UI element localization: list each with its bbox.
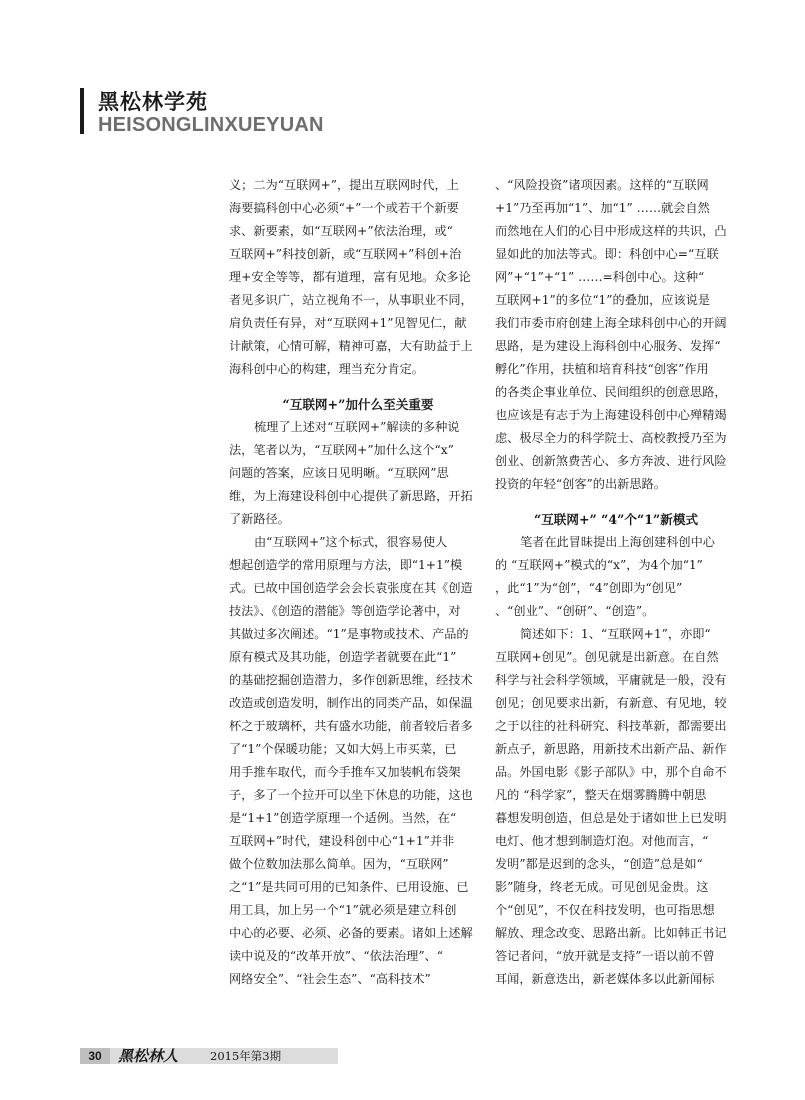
text-line: 思路，是为建设上海科创中心服务、发挥“ [495, 339, 721, 353]
text-line: 原有模式及其功能，创造学者就要在此“1” [229, 650, 457, 664]
text-line: 网络安全”、“社会生态”、“高科技术” [229, 972, 431, 986]
text-line: 创业、创新煞费苦心、多方奔波、进行风险 [495, 454, 727, 468]
text-line: 互联网+”时代，建设科创中心“1+1”并非 [229, 834, 455, 848]
text-line: 暮想发明创造，但总是处于诸如世上已发明 [495, 811, 727, 825]
text-line: 其做过多次阐述。“1”是事物或技术、产品的 [229, 627, 469, 641]
text-line: 新点子，新思路，用新技术出新产品、新作 [495, 742, 727, 756]
text-line: 的 “互联网+”模式的“x”，为4个加“1” [495, 558, 703, 572]
page-number: 30 [80, 1048, 110, 1064]
text-line: 品。外国电影《影子部队》中，那个自命不 [495, 765, 727, 779]
text-line: 海要搞科创中心必须“+”一个或若干个新要 [229, 201, 459, 215]
masthead-title-cn: 黑松林学苑 [98, 90, 208, 114]
magazine-logo: 黑松林人 [118, 1047, 179, 1065]
text-line: 之“1”是共同可用的已知条件、已用设施、已 [229, 880, 469, 894]
text-line: 肩负责任有异，对“互联网+1”见智见仁，献 [229, 316, 467, 330]
text-line: 、“风险投资”诸项因素。这样的“互联网 [495, 178, 709, 192]
text-line: 式。已故中国创造学会会长袁张度在其《创造 [229, 581, 473, 595]
text-line: 海科创中心的构建，理当充分肯定。 [229, 362, 424, 376]
text-line: 求、新要素，如“互联网+”依法治理，或“ [229, 224, 453, 238]
text-line: 创见；创见要求出新，有新意、有见地，较 [495, 696, 727, 710]
text-line: 了“1”个保暖功能；又如大妈上市买菜，已 [229, 742, 457, 756]
text-line: 个“创见”，不仅在科技发明，也可指思想 [495, 903, 715, 917]
section-heading: “互联网+”加什么至关重要 [282, 397, 434, 412]
text-line: 是“1+1”创造学原理一个适例。当然，在“ [229, 811, 457, 825]
text-line: 的基础挖掘创造潜力，多作创新思维，经技术 [229, 673, 473, 687]
text-line: 答记者问，“放开就是支持”一语以前不曾 [495, 949, 715, 963]
text-line: +1”乃至再加“1”、加“1” ……就会自然 [495, 201, 710, 215]
text-line: 而然地在人们的心目中形成这样的共识，凸 [495, 224, 727, 238]
text-line: 用手推车取代，而今手推车又加装帆布袋架 [229, 765, 461, 779]
text-line: 想起创造学的常用原理与方法，即“1+1”模 [229, 558, 463, 572]
text-line: 中心的必要、必须、必备的要素。诸如上述解 [229, 926, 473, 940]
text-line: 笔者在此冒昧提出上海创建科创中心 [520, 535, 715, 549]
left-column [229, 174, 487, 991]
text-line: 了新路径。 [229, 512, 290, 526]
text-line: 互联网+1”的多位“1”的叠加，应该说是 [495, 293, 711, 307]
text-line: 影”随身，终老无成。可见创见金贵。这 [495, 880, 709, 894]
text-line: 子，多了一个拉开可以坐下休息的功能，这也 [229, 788, 473, 802]
text-line: 投资的年轻“创客”的出新思路。 [495, 477, 666, 491]
issue-label: 2015年第3期 [210, 1049, 282, 1063]
text-line: 孵化”作用，扶植和培育科技“创客”作用 [495, 362, 709, 376]
text-line: 科学与社会科学领域，平庸就是一般，没有 [495, 673, 727, 687]
text-line: 问题的答案，应该日见明晰。“互联网”思 [229, 466, 449, 480]
text-line: 互联网+创见”。创见就是出新意。在自然 [495, 650, 719, 664]
text-line: 读中说及的“改革开放”、“依法治理”、“ [229, 949, 443, 963]
masthead-title-en: HEISONGLINXUEYUAN [98, 114, 324, 136]
text-line: 凡的 “科学家”，整天在烟雾腾腾中朝思 [495, 788, 707, 802]
page-footer [80, 1048, 338, 1064]
text-line: 义；二为“互联网+”，提出互联网时代，上 [229, 178, 459, 192]
text-line: 用工具，加上另一个“1”就必须是建立科创 [229, 903, 457, 917]
section-heading: “互联网+” “4”个“1”新模式 [533, 512, 699, 527]
text-line: 耳闻，新意迭出，新老媒体多以此新闻标 [495, 972, 715, 986]
text-line: 的各类企事业单位、民间组织的创意思路， [495, 385, 727, 399]
text-line: 电灯、他才想到制造灯泡。对他而言，“ [495, 834, 709, 848]
text-line: 也应该是有志于为上海建设科创中心殚精竭 [495, 408, 727, 422]
right-column [495, 174, 737, 991]
text-line: 技法》、《创造的潜能》等创造学论著中，对 [229, 604, 461, 618]
text-line: 改造或创造发明，制作出的同类产品，如保温 [229, 696, 473, 710]
text-line: 维，为上海建设科创中心提供了新思路，开拓 [229, 489, 473, 503]
text-line: 做个位数加法那么简单。因为，“互联网” [229, 857, 449, 871]
text-line: 理+安全等等，都有道理，富有见地。众多论 [229, 270, 471, 284]
text-line: 网”+“1”+“1” ……=科创中心。这种“ [495, 270, 705, 284]
text-line: 者见多识广，站立视角不一，从事职业不同， [229, 293, 473, 307]
text-line: 法，笔者以为，“互联网+”加什么这个“x” [229, 443, 454, 457]
text-line: 虑、极尽全力的科学院士、高校教授乃至为 [495, 431, 727, 445]
text-line: 简述如下：1、“互联网+1”，亦即“ [520, 627, 711, 641]
text-line: 计献策，心情可解，精神可嘉，大有助益于上 [229, 339, 473, 353]
text-line: 梳理了上述对“互联网+”解读的多种说 [254, 420, 460, 434]
text-line: ，此“1”为“创”，“4”创即为“创见” [495, 581, 683, 595]
text-line: 解放、理念改变、思路出新。比如韩正书记 [495, 926, 727, 940]
text-line: 由“互联网+”这个标式，很容易使人 [254, 535, 448, 549]
text-line: 显如此的加法等式。即：科创中心=“互联 [495, 247, 719, 261]
text-line: 我们市委市府创建上海全球科创中心的开阔 [495, 316, 727, 330]
text-line: 发明”都是迟到的念头，“创造”总是如“ [495, 857, 703, 871]
masthead-bar [80, 88, 84, 134]
text-line: 、“创业”、“创研”、“创造”。 [495, 604, 655, 618]
text-line: 互联网+”科技创新，或“互联网+”科创+治 [229, 247, 462, 261]
text-line: 杯之于玻璃杯，共有盛水功能，前者较后者多 [229, 719, 473, 733]
text-line: 之于以往的社科研究、科技革新，都需要出 [495, 719, 727, 733]
